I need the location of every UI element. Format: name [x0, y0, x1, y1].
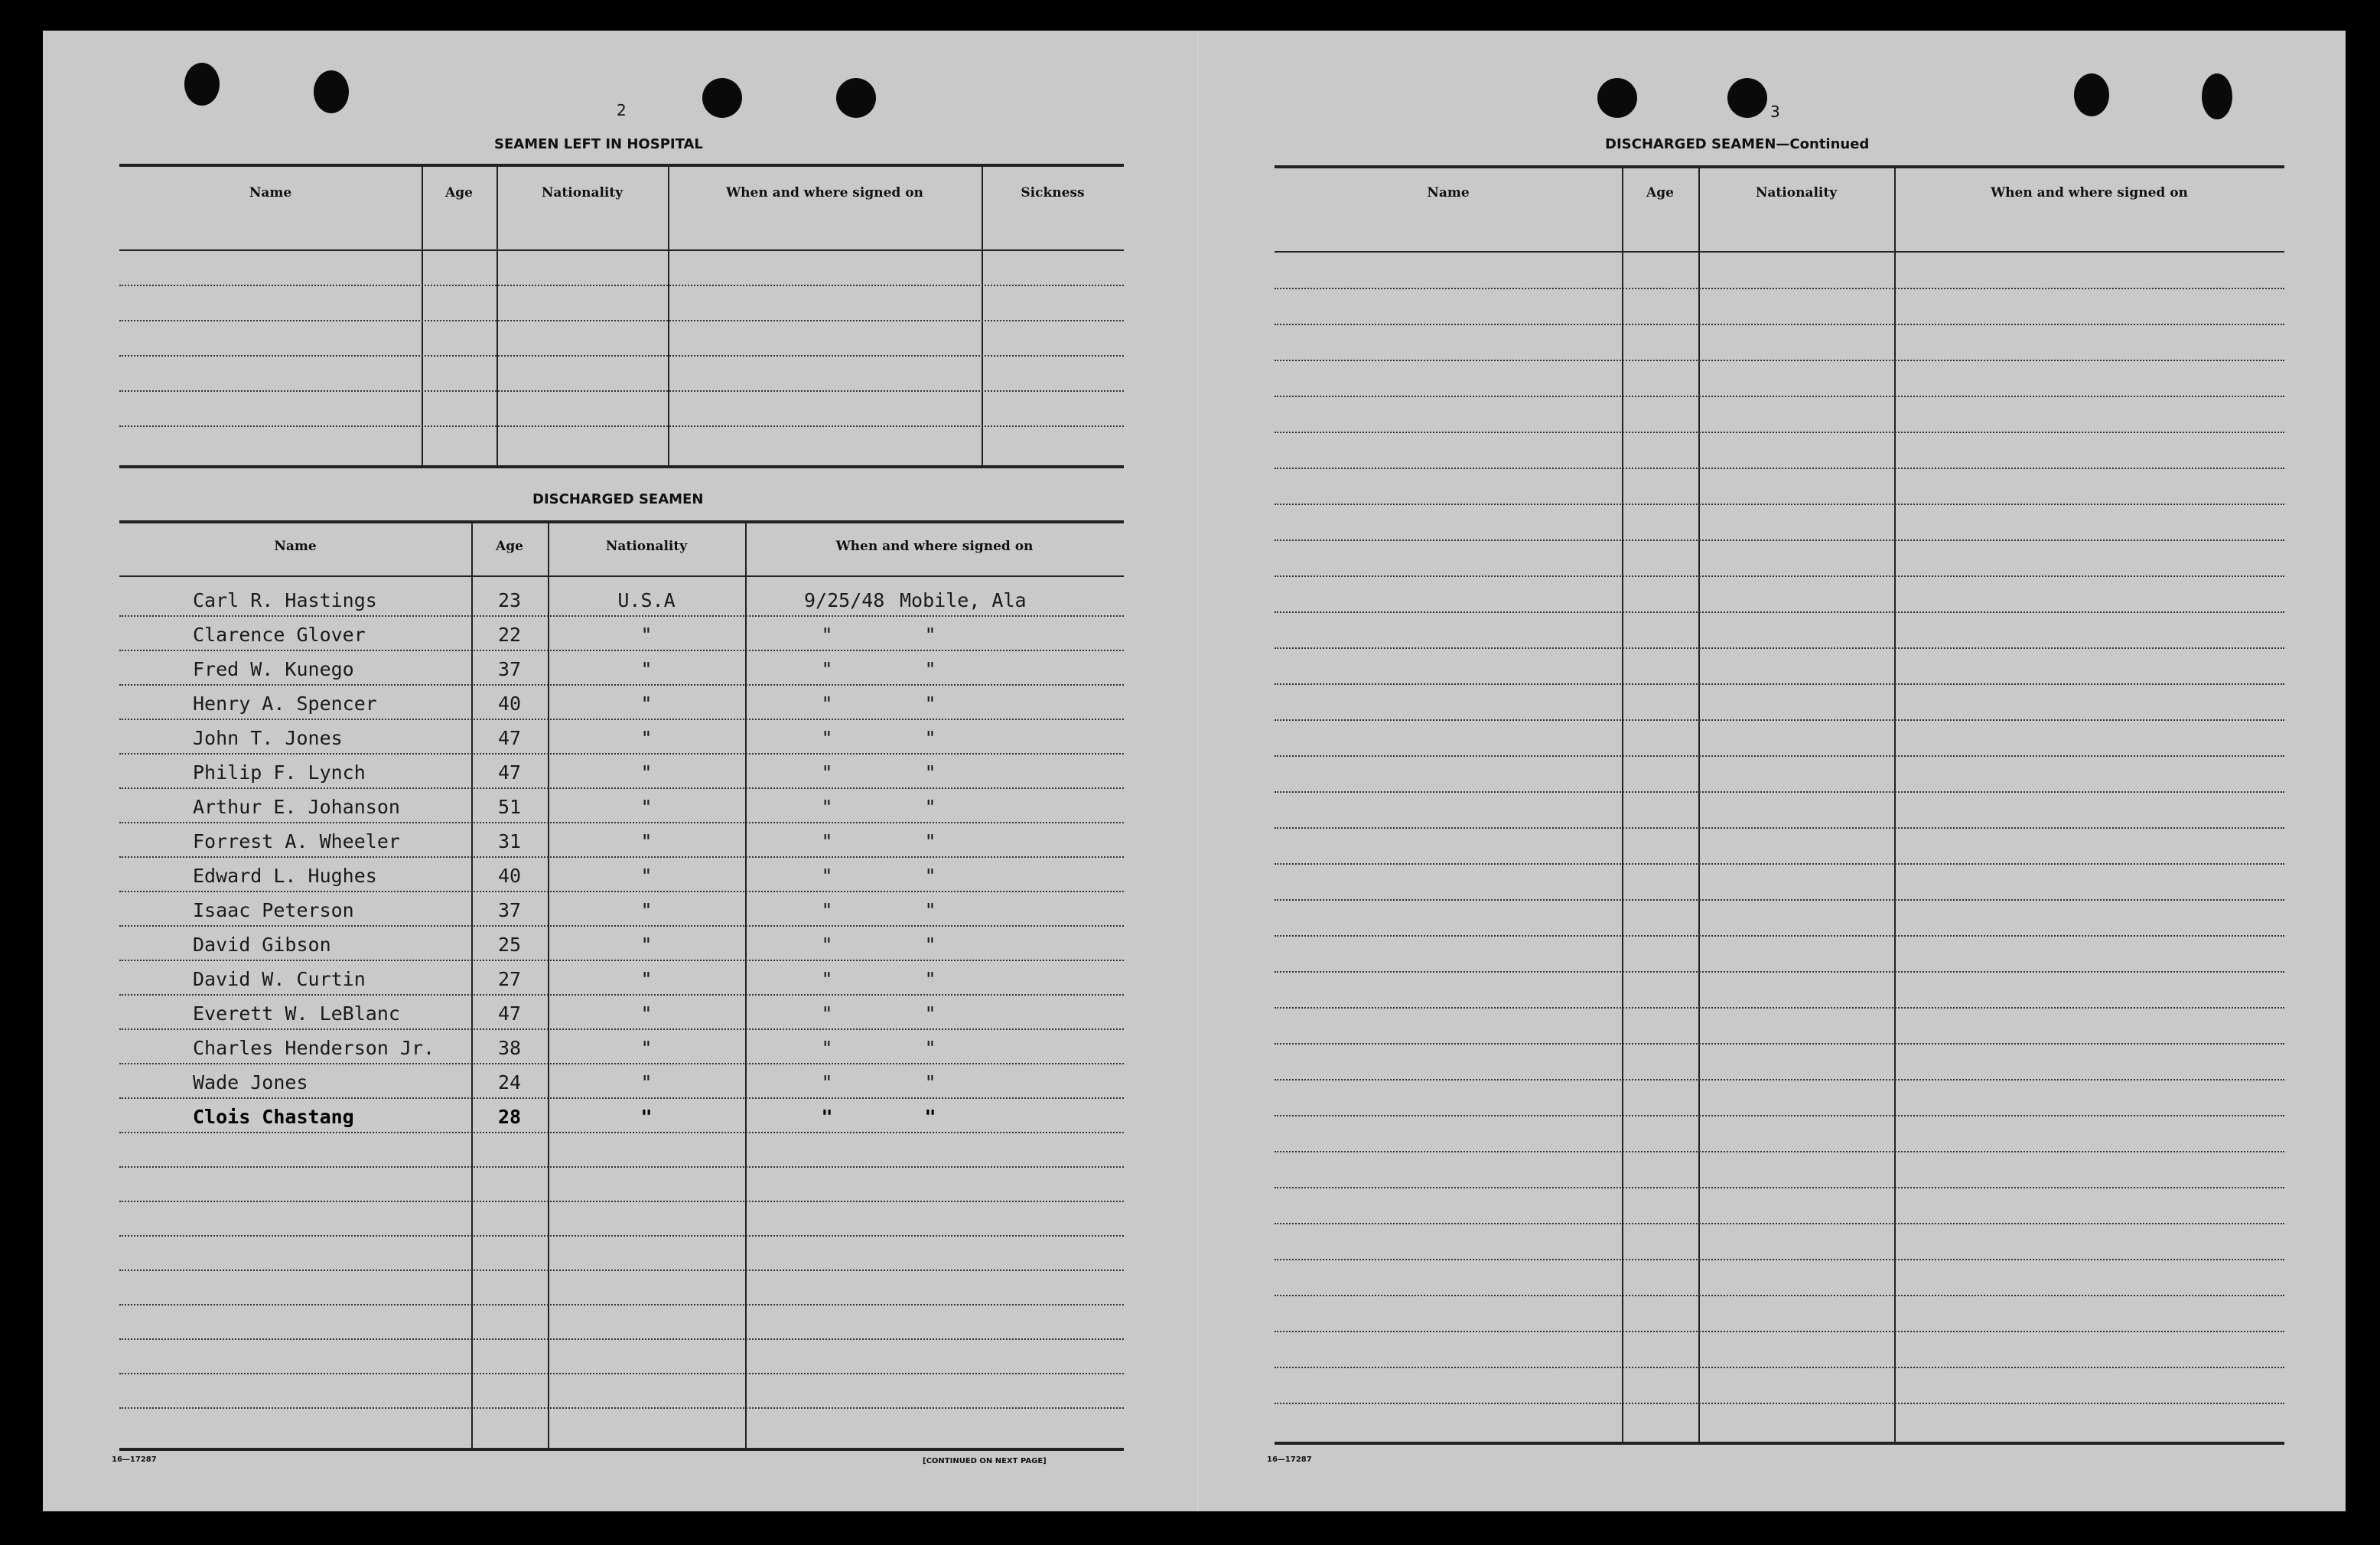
- seaman-age: 38: [497, 1037, 522, 1059]
- signed-on-place: ": [924, 727, 936, 749]
- seaman-nationality: ": [640, 796, 653, 818]
- signed-on-date: ": [821, 1002, 833, 1025]
- row-rule: [1275, 360, 2284, 361]
- seaman-age: 47: [497, 761, 522, 784]
- row-rule: [119, 285, 1124, 286]
- row-rule: [1275, 1367, 2284, 1368]
- column-divider: [668, 164, 669, 467]
- punch-hole: [184, 63, 220, 106]
- column-header-name: Name: [1427, 185, 1470, 200]
- row-rule: [1275, 863, 2284, 865]
- row-rule: [119, 650, 1124, 651]
- discharged-section-title: DISCHARGED SEAMEN: [532, 491, 704, 507]
- column-divider: [1622, 165, 1623, 1445]
- row-rule: [1275, 827, 2284, 829]
- signed-on-place: ": [924, 1106, 936, 1128]
- column-header-signed-on: When and where signed on: [835, 539, 1034, 554]
- punch-hole: [1727, 78, 1767, 118]
- seaman-name: David W. Curtin: [193, 968, 366, 990]
- row-rule: [119, 925, 1124, 927]
- header-rule: [119, 575, 1124, 577]
- seaman-age: 51: [497, 796, 522, 818]
- row-rule: [119, 390, 1124, 392]
- seaman-name: Everett W. LeBlanc: [193, 1002, 400, 1025]
- seaman-nationality: ": [640, 830, 653, 852]
- header-rule: [119, 249, 1124, 251]
- section-title-main: DISCHARGED SEAMEN: [1605, 136, 1776, 152]
- row-rule: [1275, 1223, 2284, 1224]
- row-rule: [119, 1407, 1124, 1409]
- row-rule: [1275, 1115, 2284, 1116]
- signed-on-date: ": [821, 830, 833, 852]
- seaman-age: 28: [497, 1106, 522, 1128]
- seaman-nationality: ": [640, 968, 653, 990]
- signed-on-date: ": [821, 968, 833, 990]
- seaman-nationality: ": [640, 899, 653, 921]
- hospital-table: [119, 164, 1124, 470]
- punch-hole: [2202, 73, 2232, 119]
- seaman-nationality: ": [640, 658, 653, 680]
- column-header-name: Name: [249, 185, 292, 200]
- row-rule: [119, 960, 1124, 961]
- row-rule: [1275, 935, 2284, 937]
- column-header-sickness: Sickness: [1021, 185, 1085, 200]
- seaman-name: Forrest A. Wheeler: [193, 830, 400, 852]
- seaman-age: 27: [497, 968, 522, 990]
- signed-on-place: ": [924, 934, 936, 956]
- seaman-name: Clarence Glover: [193, 624, 366, 646]
- row-rule: [1275, 1403, 2284, 1404]
- seaman-age: 40: [497, 865, 522, 887]
- row-rule: [1275, 1151, 2284, 1152]
- row-rule: [119, 856, 1124, 858]
- row-rule: [1275, 971, 2284, 973]
- seaman-name: Arthur E. Johanson: [193, 796, 400, 818]
- column-header-signed-on: When and where signed on: [1991, 185, 2188, 200]
- seaman-age: 37: [497, 899, 522, 921]
- column-header-nationality: Nationality: [1755, 185, 1838, 200]
- row-rule: [1275, 1043, 2284, 1045]
- row-rule: [119, 1201, 1124, 1202]
- row-rule: [119, 1270, 1124, 1271]
- signed-on-date: 9/25/48: [804, 589, 885, 611]
- signed-on-place: Mobile, Ala: [900, 589, 1027, 611]
- seaman-age: 22: [497, 624, 522, 646]
- signed-on-place: ": [924, 624, 936, 646]
- column-divider: [497, 164, 498, 467]
- signed-on-place: ": [924, 796, 936, 818]
- signed-on-place: ": [924, 1071, 936, 1094]
- row-rule: [1275, 1295, 2284, 1296]
- page-number: 2: [617, 101, 627, 119]
- seaman-name: David Gibson: [193, 934, 331, 956]
- column-divider: [422, 164, 423, 467]
- seaman-nationality: ": [640, 1002, 653, 1025]
- column-header-signed-on: When and where signed on: [726, 185, 923, 200]
- signed-on-date: ": [821, 693, 833, 715]
- seaman-name: Carl R. Hastings: [193, 589, 377, 611]
- seaman-age: 47: [497, 727, 522, 749]
- seaman-name: Charles Henderson Jr.: [193, 1037, 435, 1059]
- row-rule: [119, 1338, 1124, 1340]
- row-rule: [1275, 432, 2284, 433]
- signed-on-place: ": [924, 899, 936, 921]
- left-page: [43, 31, 1196, 1511]
- hospital-section-title: SEAMEN LEFT IN HOSPITAL: [494, 136, 703, 152]
- row-rule: [119, 1097, 1124, 1099]
- seaman-name: Edward L. Hughes: [193, 865, 377, 887]
- signed-on-date: ": [821, 934, 833, 956]
- row-rule: [1275, 504, 2284, 505]
- column-header-nationality: Nationality: [541, 185, 623, 200]
- row-rule: [1275, 396, 2284, 397]
- row-rule: [1275, 899, 2284, 901]
- signed-on-place: ": [924, 830, 936, 852]
- seaman-nationality: ": [640, 1037, 653, 1059]
- seaman-name: Fred W. Kunego: [193, 658, 354, 680]
- seaman-name: Wade Jones: [193, 1071, 308, 1094]
- page-number: 3: [1770, 103, 1780, 121]
- form-number: 16—17287: [112, 1455, 157, 1464]
- column-header-age: Age: [496, 539, 523, 554]
- row-rule: [119, 320, 1124, 321]
- row-rule: [1275, 1079, 2284, 1081]
- signed-on-date: ": [821, 624, 833, 646]
- row-rule: [119, 1166, 1124, 1168]
- seaman-nationality: ": [640, 693, 653, 715]
- signed-on-date: ": [821, 1106, 833, 1128]
- column-divider: [1698, 165, 1700, 1445]
- column-header-nationality: Nationality: [605, 539, 688, 554]
- signed-on-place: ": [924, 761, 936, 784]
- row-rule: [119, 1235, 1124, 1237]
- signed-on-place: ": [924, 658, 936, 680]
- row-rule: [119, 615, 1124, 617]
- row-rule: [1275, 647, 2284, 649]
- seaman-name: John T. Jones: [193, 727, 343, 749]
- row-rule: [1275, 1187, 2284, 1188]
- table-bottom-rule: [1275, 1442, 2284, 1445]
- seaman-name: Philip F. Lynch: [193, 761, 366, 784]
- signed-on-date: ": [821, 658, 833, 680]
- discharged-continued-table: [1275, 165, 2284, 1448]
- seaman-nationality: ": [640, 1071, 653, 1094]
- signed-on-place: ": [924, 865, 936, 887]
- seaman-age: 24: [497, 1071, 522, 1094]
- table-top-rule: [119, 520, 1124, 523]
- seaman-age: 47: [497, 1002, 522, 1025]
- signed-on-place: ": [924, 968, 936, 990]
- seaman-age: 40: [497, 693, 522, 715]
- table-top-rule: [1275, 165, 2284, 168]
- row-rule: [119, 719, 1124, 720]
- continued-note: [CONTINUED ON NEXT PAGE]: [923, 1457, 1047, 1465]
- row-rule: [1275, 611, 2284, 613]
- row-rule: [119, 787, 1124, 789]
- seaman-age: 37: [497, 658, 522, 680]
- signed-on-date: ": [821, 865, 833, 887]
- row-rule: [119, 1373, 1124, 1374]
- punch-hole: [702, 78, 742, 118]
- signed-on-date: ": [821, 1037, 833, 1059]
- row-rule: [1275, 719, 2284, 721]
- row-rule: [119, 1304, 1124, 1305]
- discharged-table: [119, 520, 1124, 1452]
- row-rule: [1275, 539, 2284, 541]
- column-divider: [745, 520, 747, 1449]
- seaman-age: 31: [497, 830, 522, 852]
- seaman-nationality: ": [640, 727, 653, 749]
- signed-on-place: ": [924, 1037, 936, 1059]
- table-bottom-rule: [119, 1448, 1124, 1451]
- seaman-nationality: ": [640, 934, 653, 956]
- signed-on-date: ": [821, 727, 833, 749]
- continued-section-title: [1605, 136, 1869, 152]
- seaman-nationality: ": [640, 1106, 653, 1128]
- row-rule: [119, 891, 1124, 892]
- seaman-age: 23: [497, 589, 522, 611]
- section-title-suffix: —Continued: [1776, 136, 1870, 152]
- punch-hole: [314, 70, 349, 113]
- signed-on-place: ": [924, 1002, 936, 1025]
- row-rule: [119, 355, 1124, 357]
- row-rule: [1275, 288, 2284, 289]
- row-rule: [1275, 683, 2284, 685]
- signed-on-place: ": [924, 693, 936, 715]
- signed-on-date: ": [821, 796, 833, 818]
- row-rule: [1275, 468, 2284, 469]
- row-rule: [1275, 1259, 2284, 1260]
- form-number: 16—17287: [1267, 1455, 1312, 1464]
- document-sheet: [43, 31, 2346, 1511]
- signed-on-date: ": [821, 1071, 833, 1094]
- right-page: [1200, 31, 2346, 1511]
- row-rule: [119, 684, 1124, 686]
- row-rule: [119, 1028, 1124, 1030]
- row-rule: [119, 994, 1124, 996]
- signed-on-date: ": [821, 761, 833, 784]
- seaman-nationality: ": [640, 624, 653, 646]
- seaman-nationality: ": [640, 761, 653, 784]
- row-rule: [1275, 575, 2284, 577]
- column-header-name: Name: [274, 539, 317, 554]
- row-rule: [119, 753, 1124, 755]
- column-divider: [1894, 165, 1896, 1445]
- table-top-rule: [119, 164, 1124, 167]
- row-rule: [119, 1063, 1124, 1064]
- punch-hole: [836, 78, 876, 118]
- seaman-nationality: ": [640, 865, 653, 887]
- punch-hole: [1597, 78, 1637, 118]
- row-rule: [119, 822, 1124, 823]
- seaman-name: Clois Chastang: [193, 1106, 354, 1128]
- column-header-age: Age: [1646, 185, 1674, 200]
- row-rule: [1275, 1331, 2284, 1332]
- row-rule: [119, 425, 1124, 427]
- signed-on-date: ": [821, 899, 833, 921]
- column-divider: [982, 164, 983, 467]
- row-rule: [1275, 1007, 2284, 1009]
- row-rule: [1275, 791, 2284, 793]
- seaman-name: Isaac Peterson: [193, 899, 354, 921]
- punch-hole: [2074, 73, 2109, 116]
- row-rule: [119, 1132, 1124, 1133]
- seaman-nationality: U.S.A: [617, 589, 676, 611]
- row-rule: [1275, 755, 2284, 757]
- table-bottom-rule: [119, 465, 1124, 468]
- seaman-name: Henry A. Spencer: [193, 693, 377, 715]
- row-rule: [1275, 324, 2284, 325]
- seaman-age: 25: [497, 934, 522, 956]
- header-rule: [1275, 251, 2284, 253]
- column-header-age: Age: [445, 185, 473, 200]
